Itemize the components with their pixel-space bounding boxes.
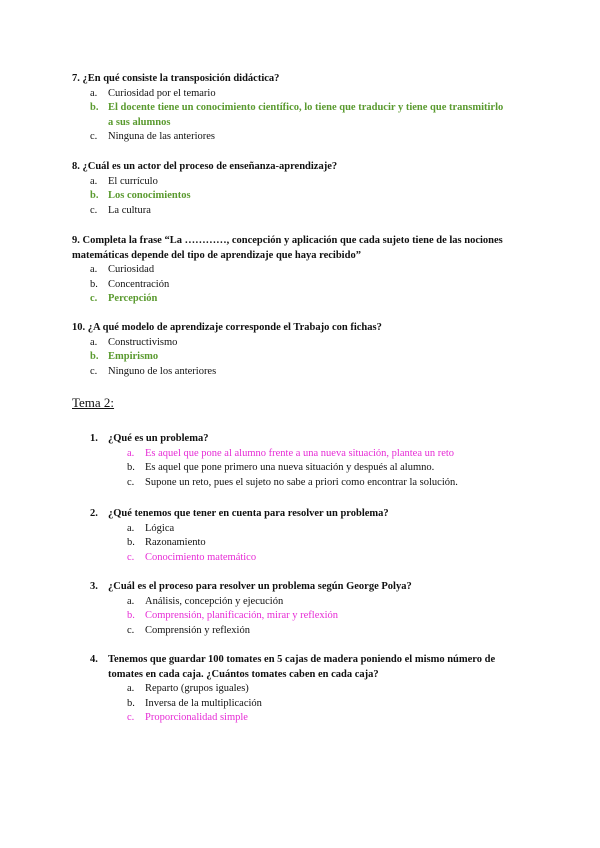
question-line xyxy=(0,507,600,522)
option-letter: a. xyxy=(90,264,98,275)
option-text: Ninguna de las anteriores xyxy=(108,131,216,142)
question-text: 7. ¿En qué consiste la transposición didáctica? xyxy=(72,73,280,84)
option-letter: b. xyxy=(90,351,99,362)
section-title: Tema 2: xyxy=(72,395,115,410)
tema2-question-1 xyxy=(0,432,600,490)
option-text: Empirismo xyxy=(108,351,159,362)
option-letter: b. xyxy=(90,278,98,290)
question-line xyxy=(0,653,600,668)
option-b-correct xyxy=(0,350,600,365)
option-text: Supone un reto, pues el sujeto no sabe a priori como encontrar la solución. xyxy=(145,476,458,488)
option-letter: b. xyxy=(90,102,99,113)
option-letter: a. xyxy=(90,87,98,99)
option-c-correct xyxy=(0,292,600,307)
question-number: 1. xyxy=(90,433,98,444)
option-text: Análisis, concepción y ejecución xyxy=(145,595,284,607)
option-text: Comprensión, planificación, mirar y reflexión xyxy=(145,610,339,621)
option-letter: a. xyxy=(127,683,135,694)
section-heading xyxy=(0,396,600,411)
option-text: Curiosidad xyxy=(108,264,155,275)
question-text: ¿Qué tenemos que tener en cuenta para resolver un problema? xyxy=(108,508,389,519)
option-letter: c. xyxy=(127,624,135,636)
option-letter: b. xyxy=(90,190,99,201)
question-line xyxy=(0,580,600,595)
option-a xyxy=(0,682,600,697)
option-text: Es aquel que pone al alumno frente a una nueva situación, plantea un reto xyxy=(145,447,455,459)
option-letter: a. xyxy=(127,595,135,607)
option-c xyxy=(0,204,600,219)
option-letter: c. xyxy=(90,204,98,216)
option-text: Percepción xyxy=(108,293,158,304)
option-b-correct xyxy=(0,609,600,624)
option-b-correct xyxy=(0,101,600,116)
question-8 xyxy=(0,160,600,218)
tema2-question-2 xyxy=(0,507,600,565)
option-text: Comprensión y reflexión xyxy=(145,624,250,636)
option-text: Razonamiento xyxy=(145,537,206,548)
option-a-correct xyxy=(0,447,600,462)
option-text-continuation: a sus alumnos xyxy=(108,116,171,128)
option-text: La cultura xyxy=(108,204,151,216)
option-letter: c. xyxy=(127,476,135,488)
option-c xyxy=(0,365,600,380)
option-text: Curiosidad por el temario xyxy=(108,87,216,99)
option-letter: a. xyxy=(127,447,135,459)
question-number: 3. xyxy=(90,581,98,592)
question-text-continuation: matemáticas depende del tipo de aprendizaje que haya recibido” xyxy=(72,249,361,261)
option-text: Los conocimientos xyxy=(108,190,191,201)
option-text: El currículo xyxy=(108,175,158,187)
option-c-correct xyxy=(0,711,600,726)
option-letter: c. xyxy=(127,551,135,563)
tema2-question-4 xyxy=(0,653,600,726)
option-text: Ninguno de los anteriores xyxy=(108,365,217,377)
question-text: 10. ¿A qué modelo de aprendizaje corresponde el Trabajo con fichas? xyxy=(72,322,382,333)
question-text-continuation: tomates en cada caja. ¿Cuántos tomates caben en cada caja? xyxy=(108,668,379,680)
option-letter: c. xyxy=(127,712,135,723)
option-a xyxy=(0,595,600,610)
question-text: ¿Cuál es el proceso para resolver un problema según George Polya? xyxy=(108,581,412,592)
option-a xyxy=(0,175,600,190)
option-b xyxy=(0,536,600,551)
option-letter: b. xyxy=(127,462,135,473)
question-7 xyxy=(0,72,600,145)
option-letter: c. xyxy=(90,365,98,377)
option-a xyxy=(0,263,600,278)
option-c-correct xyxy=(0,551,600,566)
option-letter: b. xyxy=(127,610,135,621)
option-text: Reparto (grupos iguales) xyxy=(145,683,249,694)
tema2-question-3 xyxy=(0,580,600,638)
option-c xyxy=(0,624,600,639)
option-a xyxy=(0,336,600,351)
option-letter: a. xyxy=(90,175,98,187)
option-text: Lógica xyxy=(145,522,175,534)
option-c xyxy=(0,130,600,145)
option-b-correct xyxy=(0,189,600,204)
option-letter: b. xyxy=(127,697,135,709)
option-letter: b. xyxy=(127,537,135,548)
option-text: Proporcionalidad simple xyxy=(145,712,248,723)
option-b xyxy=(0,278,600,293)
option-a xyxy=(0,87,600,102)
option-c xyxy=(0,476,600,491)
option-text: Constructivismo xyxy=(108,336,178,348)
question-number: 2. xyxy=(90,508,98,519)
option-letter: c. xyxy=(90,293,98,304)
question-text: 8. ¿Cuál es un actor del proceso de enseñanza-aprendizaje? xyxy=(72,161,338,172)
question-number: 4. xyxy=(90,654,98,665)
option-letter: a. xyxy=(90,336,98,348)
question-text: 9. Completa la frase “La …………, concepción y aplicación que cada sujeto tiene de las nociones xyxy=(72,235,503,246)
question-line xyxy=(0,432,600,447)
option-letter: a. xyxy=(127,522,135,534)
option-a xyxy=(0,522,600,537)
option-text: Es aquel que pone primero una nueva situación y después al alumno. xyxy=(145,462,435,473)
option-text: Inversa de la multiplicación xyxy=(145,697,262,709)
question-10 xyxy=(0,321,600,379)
option-text: El docente tiene un conocimiento científico, lo tiene que traducir y tiene que transmitirlo xyxy=(108,102,504,113)
option-b xyxy=(0,697,600,712)
option-text: Conocimiento matemático xyxy=(145,551,257,563)
option-b xyxy=(0,461,600,476)
question-9 xyxy=(0,234,600,307)
option-text: Concentración xyxy=(108,278,170,290)
option-letter: c. xyxy=(90,131,98,142)
question-text: Tenemos que guardar 100 tomates en 5 cajas de madera poniendo el mismo número de xyxy=(108,654,496,665)
question-text: ¿Qué es un problema? xyxy=(108,433,209,444)
